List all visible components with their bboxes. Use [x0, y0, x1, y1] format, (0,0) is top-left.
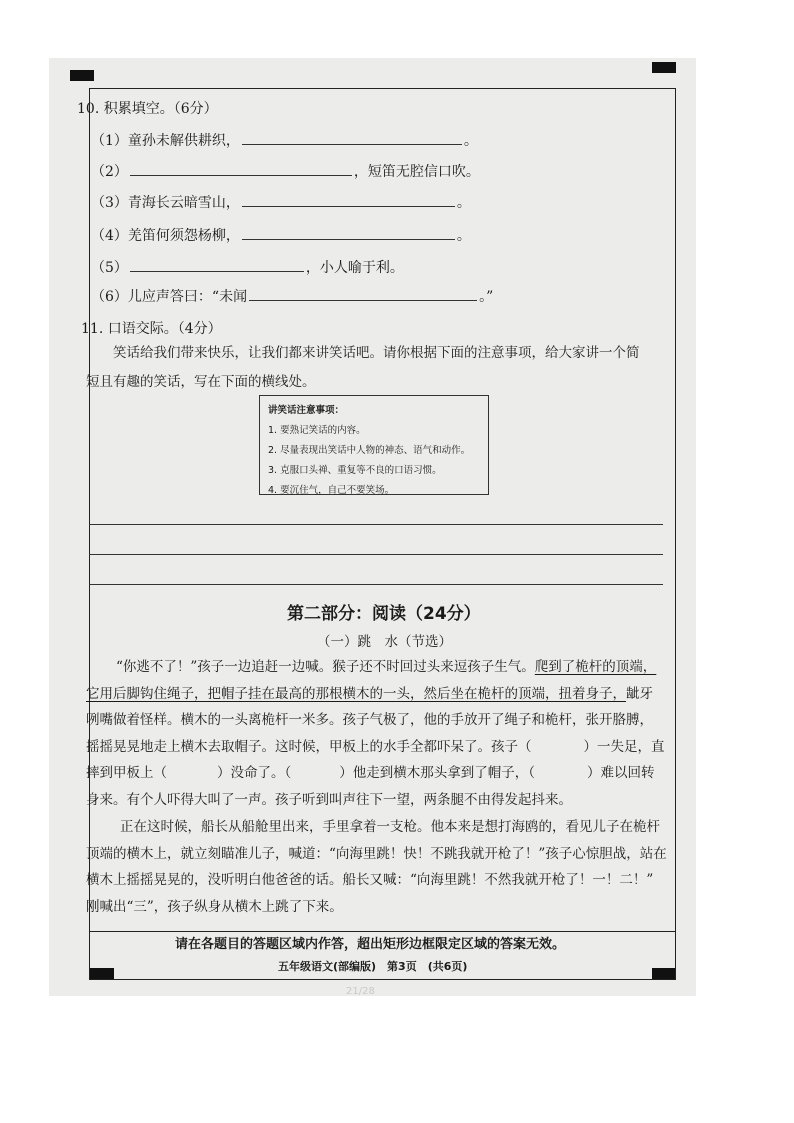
q10-item-4: （4）羌笛何须怨杨柳， 。	[91, 225, 471, 245]
q10-item-2: （2） ，短笛无腔信口吹。	[91, 161, 480, 181]
q10-item-6: （6）儿应声答曰：“未闻 。”	[91, 286, 493, 306]
page-number: 五年级语文(部编版) 第3页 (共6页)	[278, 960, 468, 973]
corner-marker-top-right	[652, 62, 676, 73]
part2-title: 第二部分：阅读（24分）	[287, 604, 481, 624]
q10-item-3: （3）青海长云暗雪山， 。	[91, 192, 471, 212]
q10-item-1-text: （1）童孙未解供耕织，	[91, 133, 240, 149]
answer-line[interactable]	[89, 524, 663, 525]
passage-paragraph-2: 正在这时候，船长从船舱里出来，手里拿着一支枪。他本来是想打海鸥的，看见儿子在桅杆 顶端的横木上，就立刻瞄准儿子，喊道：“向海里跳！快！不跳我就开枪了！”孩子心惊胆战，站在 横木上摇摇晃晃的，没听明白他爸爸的话。船长又喊：“向海里跳！不然我就开枪了！一！二！” 刚喊出“三”，孩子纵身从横木上跳了下来。	[86, 819, 667, 915]
exam-sheet	[49, 58, 696, 996]
joke-tip: 4. 要沉住气，自己不要笑场。	[268, 485, 395, 496]
q11-prompt-line-2: 短且有趣的笑话，写在下面的横线处。	[86, 374, 316, 390]
passage-paragraph-1: “你逃不了！”孩子一边追赶一边喊。猴子还不时回过头来逗孩子生气。爬到了桅杆的顶端， 它用后脚钩住绳子，把帽子挂在最高的那根横木的一头，然后坐在桅杆的顶端，扭着身子，龇牙 咧嘴做着怪样。横木的一头离桅杆一米多。孩子气极了，他的手放开了绳子和桅杆，张开胳膊， 摇摇晃晃地走上横木去取帽子。这时候，甲板上的水手全都吓呆了。孩子（ ）一失足，直 摔到甲板上（ ）没命了。（ ）他走到横木那头拿到了帽子，（ ）难以回转 身来。有个人吓得大叫了一声。孩子听到叫声往下一望，两条腿不由得发起抖来。	[86, 659, 665, 808]
faint-page-counter: 21/28	[346, 986, 375, 997]
joke-tip: 2. 尽量表现出笑话中人物的神态、语气和动作。	[268, 445, 471, 456]
answer-blank[interactable]	[242, 225, 455, 240]
corner-marker-top-left	[70, 70, 94, 81]
q10-item-1: （1）童孙未解供耕织， 。	[91, 130, 478, 150]
answer-area-notice: 请在各题目的答题区域内作答，超出矩形边框限定区域的答案无效。	[175, 937, 566, 952]
underlined-sentence: 它用后脚钩住绳子，把帽子挂在最高的那根横木的一头，然后坐在桅杆的顶端，扭着身子，	[86, 685, 626, 702]
answer-blank[interactable]	[249, 286, 477, 301]
underlined-sentence: 爬到了桅杆的顶端，	[534, 659, 657, 675]
q11-title: 11. 口语交际。（4分）	[81, 321, 222, 337]
q10-title: 10. 积累填空。（6分）	[77, 101, 218, 117]
answer-blank[interactable]	[242, 192, 455, 207]
joke-tip: 1. 要熟记笑话的内容。	[268, 425, 366, 436]
q10-item-5: （5） ，小人喻于利。	[91, 257, 404, 277]
answer-line[interactable]	[89, 584, 663, 585]
joke-tips-title: 讲笑话注意事项：	[268, 405, 345, 416]
answer-blank[interactable]	[130, 257, 304, 272]
answer-blank[interactable]	[242, 130, 462, 145]
q11-prompt-line-1: 笑话给我们带来快乐，让我们都来讲笑话吧。请你根据下面的注意事项，给大家讲一个简	[113, 345, 640, 361]
passage-title: （一）跳 水（节选）	[317, 634, 452, 650]
joke-tips-box	[259, 395, 489, 495]
answer-blank[interactable]	[130, 161, 352, 176]
joke-tip: 3. 克服口头禅、重复等不良的口语习惯。	[268, 465, 442, 476]
answer-line[interactable]	[89, 554, 663, 555]
